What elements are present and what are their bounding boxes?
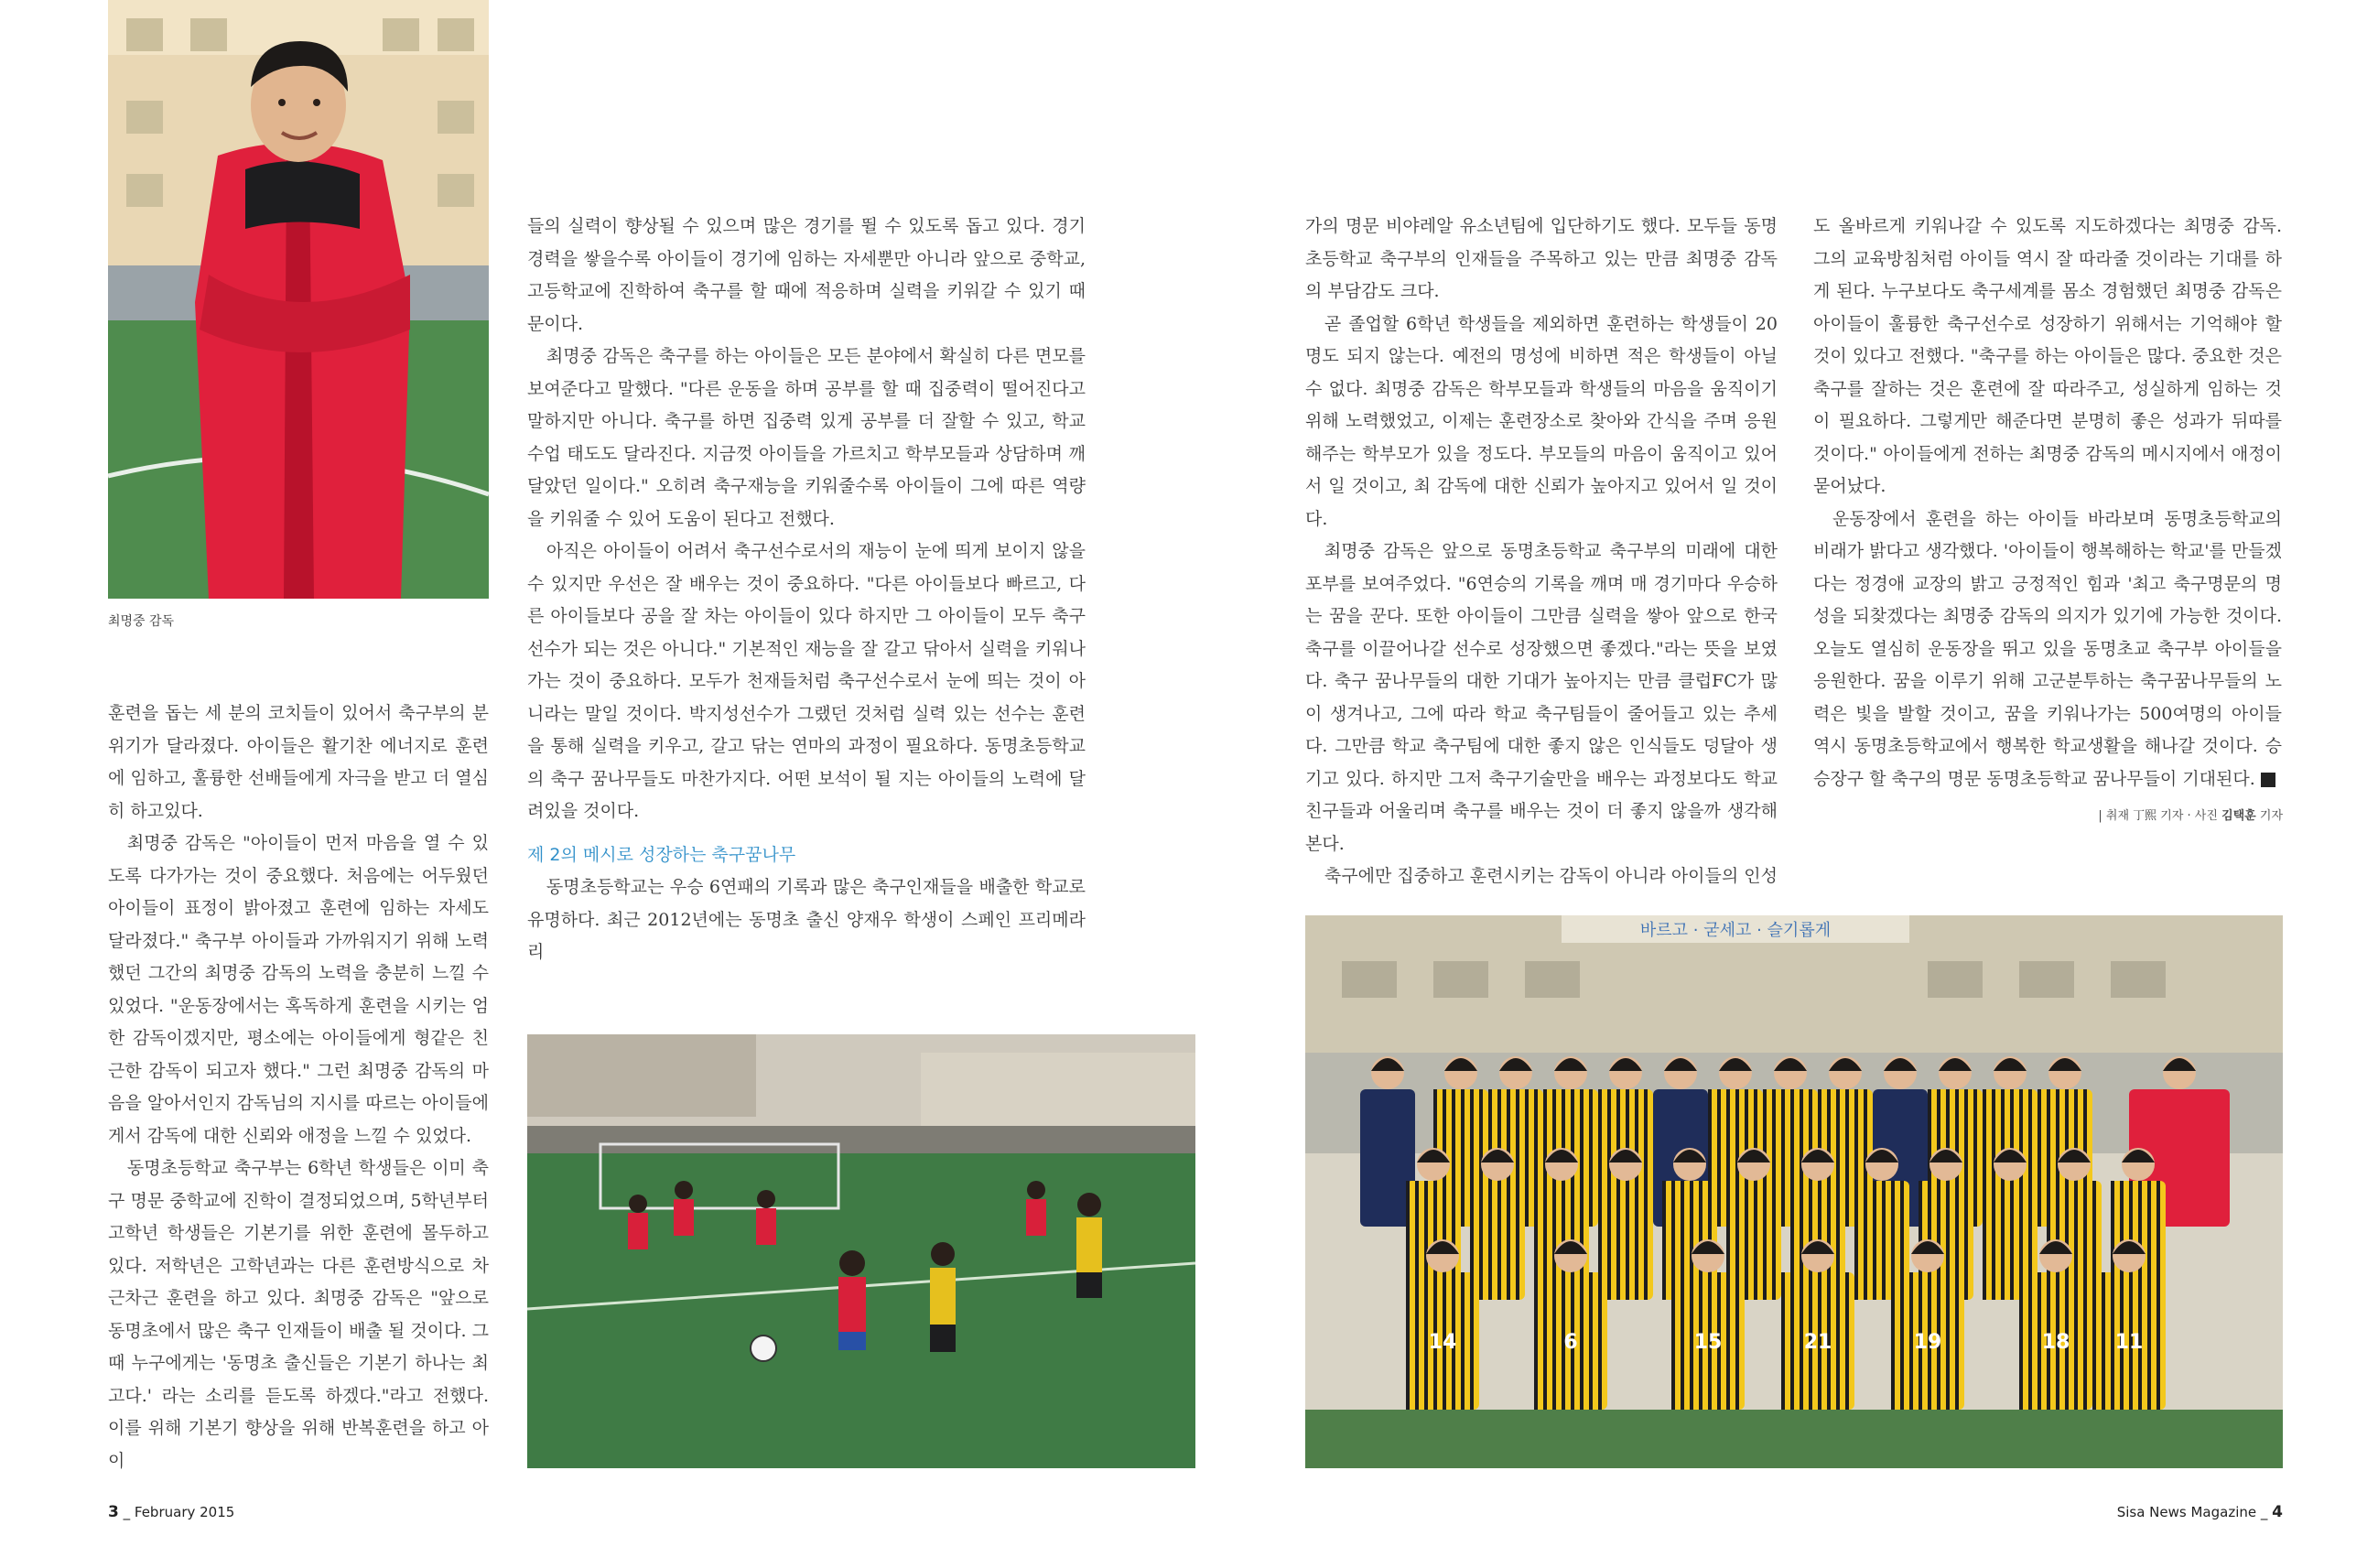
match-photo-illustration xyxy=(527,1034,1195,1468)
paragraph: 동명초등학교 축구부는 6학년 학생들은 이미 축구 명문 중학교에 진학이 결정되었으며, 5학년부터 고학년 학생들은 기본기를 위한 훈련에 몰두하고 있다. 저학년은 고학년과는 다른 훈련방식으로 차근차근 훈련을 하고 있다. 최명중 감독은 "앞으로 동명초에서 많은 축구 인재들이 배출 될 것이다. 그 때 누구에게는 '동명초 출신들은 기본기 하나는 최고다.' 라는 소리를 듣도록 하겠다."라고 전했다. 이를 위해 기본기 향상을 위해 반복훈련을 하고 아이 xyxy=(108,1158,489,1471)
article-column-3 xyxy=(1305,211,1778,893)
coach-photo xyxy=(108,0,489,599)
credit-suffix: 기자 xyxy=(2255,809,2283,823)
paragraph: 아직은 아이들이 어려서 축구선수로서의 재능이 눈에 띄게 보이지 않을 수 있지만 우선은 잘 배우는 것이 중요하다. "다른 아이들보다 빠르고, 다른 아이들보다 공을 잘 차는 아이들이 있다 하지만 그 아이들이 모두 축구선수가 되는 것은 아니다." 기본적인 재능을 잘 갈고 닦아서 실력을 키워나가는 것이 중요하다. 모두가 천재들처럼 축구선수로서 눈에 띄는 것이 아니라는 말일 것이다. 박지성선수가 그랬던 것처럼 실력 있는 선수는 훈련을 통해 실력을 키우고, 갈고 닦는 연마의 과정이 필요하다. 동명초등학교의 축구 꿈나무들도 마찬가지다. 어떤 보석이 될 지는 아이들의 노력에 달려있을 것이다. xyxy=(527,541,1086,821)
paragraph: 최명중 감독은 앞으로 동명초등학교 축구부의 미래에 대한 포부를 보여주었다. "6연승의 기록을 깨며 매 경기마다 우승하는 꿈을 꾼다. 또한 아이들이 그만큼 실력을 쌓아 앞으로 한국 축구를 이끌어나갈 선수로 성장했으면 좋겠다."라는 뜻을 보였다. 축구 꿈나무들의 대한 기대가 높아지는 만큼 클럽FC가 많이 생겨나고, 그에 따라 학교 축구팀들이 줄어들고 있는 추세다. 그만큼 학교 축구팀에 대한 좋지 않은 인식들도 덩달아 생기고 있다. 하지만 그저 축구기술만을 배우는 과정보다도 학교친구들과 어울리며 축구를 배우는 것이 더 좋지 않을까 생각해본다. xyxy=(1305,541,1778,854)
jersey-number: 18 xyxy=(2041,1331,2070,1354)
paragraph: 들의 실력이 향상될 수 있으며 많은 경기를 뛸 수 있도록 돕고 있다. 경기경력을 쌓을수록 아이들이 경기에 임하는 자세뿐만 아니라 앞으로 중학교, 고등학교에 진학하여 축구를 할 때에 적응하며 실력을 키워갈 수 있기 때문이다. xyxy=(527,216,1086,334)
jersey-number: 6 xyxy=(1563,1331,1578,1354)
paragraph xyxy=(1813,503,2287,796)
match-photo xyxy=(527,1034,1195,1468)
page-number-left: 3 xyxy=(108,1503,119,1521)
paragraph: 축구에만 집중하고 훈련시키는 감독이 아니라 아이들의 인성 xyxy=(1324,866,1778,886)
credit-prefix: | 취재 丁熙 기자 · 사진 xyxy=(2098,809,2222,823)
folio-right xyxy=(2117,1503,2283,1521)
folio-left xyxy=(108,1503,234,1521)
paragraph: 훈련을 돕는 세 분의 코치들이 있어서 축구부의 분위기가 달라졌다. 아이들은 활기찬 에너지로 훈련에 임하고, 훌륭한 선배들에게 자극을 받고 더 열심히 하고있다. xyxy=(108,703,489,821)
folio-right-text: Sisa News Magazine _ xyxy=(2116,1504,2268,1520)
coach-photo-caption: 최명중 감독 xyxy=(108,614,175,629)
article-column-2 xyxy=(527,211,1086,969)
folio-left-text: _ February 2015 xyxy=(123,1504,235,1520)
team-photo-illustration xyxy=(1305,915,2283,1468)
jersey-number: 11 xyxy=(2114,1331,2144,1354)
school-banner-text: 바르고 · 굳세고 · 슬기롭게 xyxy=(1639,921,1832,940)
paragraph: 도 올바르게 키워나갈 수 있도록 지도하겠다는 최명중 감독. 그의 교육방침처럼 아이들 역시 잘 따라줄 것이라는 기대를 하게 된다. 누구보다도 축구세계를 몸소 경험했던 최명중 감독은 아이들이 훌륭한 축구선수로 성장하기 위해서는 기억해야 할 것이 있다고 전했다. "축구를 하는 아이들은 많다. 중요한 것은 축구를 잘하는 것은 훈련에 잘 따라주고, 성실하게 임하는 것이 필요하다. 그렇게만 해준다면 분명히 좋은 성과가 뒤따를 것이다." 아이들에게 전하는 최명중 감독의 메시지에서 애정이 묻어났다. xyxy=(1813,216,2282,496)
jersey-number: 19 xyxy=(1913,1331,1942,1354)
paragraph: 가의 명문 비야레알 유소년팀에 입단하기도 했다. 모두들 동명초등학교 축구부의 인재들을 주목하고 있는 만큼 최명중 감독의 부담감도 크다. xyxy=(1305,216,1778,301)
end-mark-icon: S xyxy=(2261,773,2275,787)
paragraph: 최명중 감독은 축구를 하는 아이들은 모든 분야에서 확실히 다른 면모를 보여준다고 말했다. "다른 운동을 하며 공부를 할 때 집중력이 떨어진다고 말하지만 아니다. 축구를 하면 집중력 있게 공부를 더 잘할 수 있고, 학교 수업 태도도 달라진다. 지금껏 아이들을 가르치고 학부모들과 상담하며 깨달았던 일이다." 오히려 축구재능을 키워줄수록 아이들이 그에 따른 역량을 키워줄 수 있어 도움이 된다고 전했다. xyxy=(527,346,1086,529)
paragraph-text: 운동장에서 훈련을 하는 아이들 바라보며 동명초등학교의 비래가 밝다고 생각했다. '아이들이 행복해하는 학교'를 만들겠다는 정경애 교장의 밝고 긍정적인 힘과 '최고 축구명문의 명성을 되찾겠다는 최명중 감독의 의지가 있기에 가능한 것이다. 오늘도 열심히 운동장을 뛰고 있을 동명초교 축구부 아이들을 응원한다. 꿈을 이루기 위해 고군분투하는 축구꿈나무들의 노력은 빛을 발할 것이고, 꿈을 키워나가는 500여명의 아이들 역시 동명초등학교에서 행복한 학교생활을 해나갈 것이다. 승승장구 할 축구의 명문 동명초등학교 꿈나무들이 기대된다. xyxy=(1813,508,2282,789)
paragraph: 곧 졸업할 6학년 학생들을 제외하면 훈련하는 학생들이 20명도 되지 않는다. 예전의 명성에 비하면 적은 학생들이 아닐 수 없다. 최명중 감독은 학부모들과 학생들의 마음을 움직이기 위해 노력했었고, 이제는 훈련장소로 찾아와 간식을 주며 응원해주는 학부모가 있을 정도다. 부모들의 마음이 움직이고 있어서 일 것이고, 최 감독에 대한 신뢰가 높아지고 있어서 일 것이다. xyxy=(1305,313,1778,529)
jersey-number: 14 xyxy=(1428,1331,1457,1354)
jersey-number: 15 xyxy=(1693,1331,1723,1354)
jersey-number: 21 xyxy=(1803,1331,1832,1354)
article-column-1 xyxy=(108,697,489,1477)
team-photo xyxy=(1305,915,2283,1468)
paragraph: 최명중 감독은 "아이들이 먼저 마음을 열 수 있도록 다가가는 것이 중요했다. 처음에는 어두웠던 아이들이 표정이 밝아졌고 훈련에 임하는 자세도 달라졌다." 축구부 아이들과 가까워지기 위해 노력했던 그간의 최명중 감독의 노력을 충분히 느낄 수 있었다. "운동장에서는 혹독하게 훈련을 시키는 엄한 감독이겠지만, 평소에는 아이들에게 형같은 친근한 감독이 되고자 했다." 그런 최명중 감독의 마음을 알아서인지 감독님의 지시를 따르는 아이들에게서 감독에 대한 신뢰와 애정을 느낄 수 있었다. xyxy=(108,833,489,1146)
credit-photographer: 김택훈 xyxy=(2221,809,2256,823)
article-column-4 xyxy=(1813,211,2287,795)
section-subheading: 제 2의 메시로 성장하는 축구꿈나무 xyxy=(527,844,796,865)
paragraph: 동명초등학교는 우승 6연패의 기록과 많은 축구인재들을 배출한 학교로 유명하다. 최근 2012년에는 동명초 출신 양재우 학생이 스페인 프리메라리 xyxy=(527,877,1086,962)
photo-credit xyxy=(2098,806,2283,823)
coach-photo-illustration xyxy=(108,0,489,599)
page-number-right: 4 xyxy=(2272,1503,2283,1521)
